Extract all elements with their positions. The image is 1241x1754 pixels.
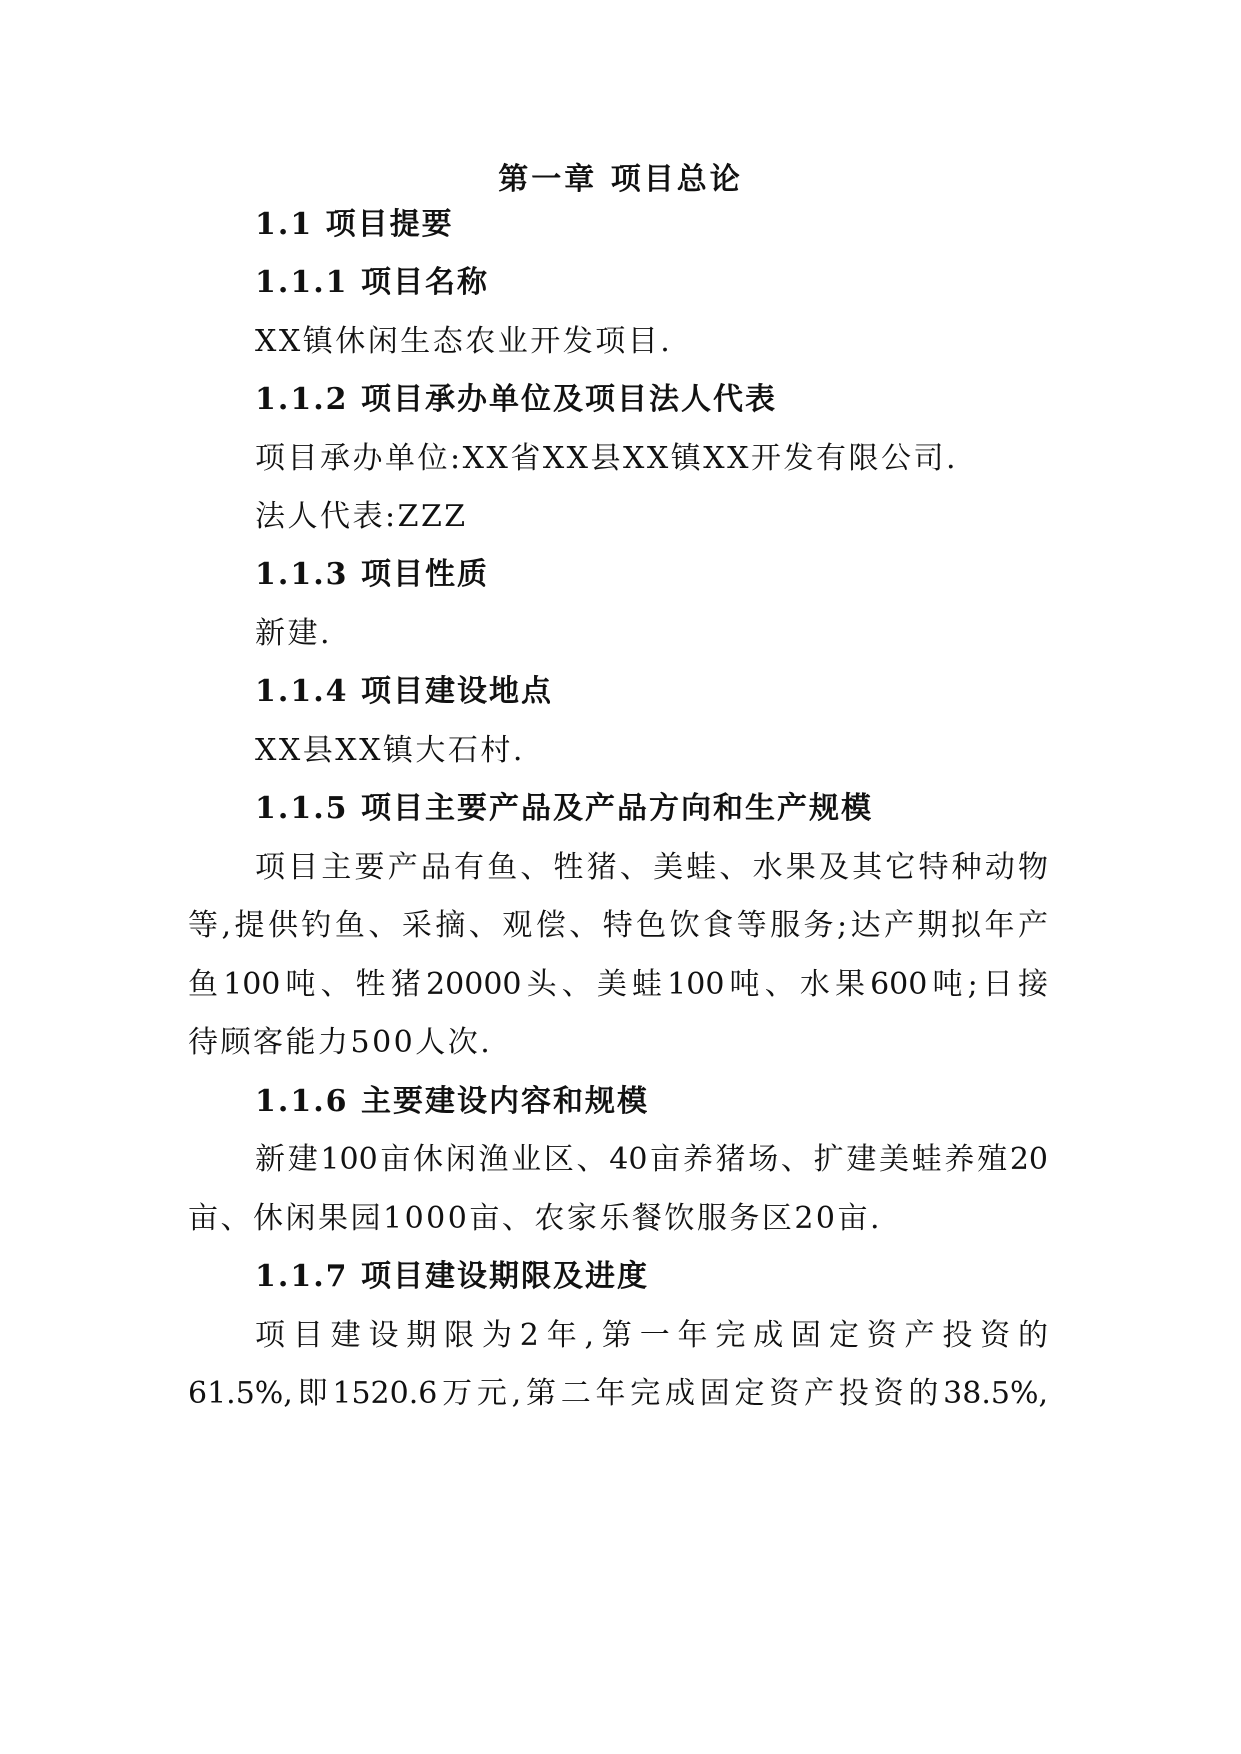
paragraph-line: 61.5%,即1520.6万元,第二年完成固定资产投资的38.5%, [188, 1376, 1048, 1411]
section-heading-1-1-4: 1.1.4 项目建设地点 [255, 674, 553, 709]
section-heading-1-1: 1.1 项目提要 [255, 207, 454, 242]
paragraph-line: 项目主要产品有鱼、牲猪、美蛙、水果及其它特种动物 [255, 850, 1048, 885]
paragraph-line: 待顾客能力500人次. [188, 1025, 493, 1060]
legal-representative-text: 法人代表:ZZZ [255, 499, 468, 534]
chapter-title: 第一章 项目总论 [498, 162, 743, 197]
project-nature-text: 新建. [255, 616, 333, 651]
section-heading-1-1-7: 1.1.7 项目建设期限及进度 [255, 1259, 649, 1294]
paragraph-line: 等,提供钓鱼、采摘、观偿、特色饮食等服务;达产期拟年产 [188, 908, 1048, 943]
section-heading-1-1-2: 1.1.2 项目承办单位及项目法人代表 [255, 382, 777, 417]
project-unit-text: 项目承办单位:XX省XX县XX镇XX开发有限公司. [255, 441, 959, 476]
paragraph-line: 项目建设期限为2年,第一年完成固定资产投资的 [255, 1318, 1048, 1353]
paragraph-line: 亩、休闲果园1000亩、农家乐餐饮服务区20亩. [188, 1201, 883, 1236]
section-heading-1-1-3: 1.1.3 项目性质 [255, 557, 489, 592]
project-name-text: XX镇休闲生态农业开发项目. [255, 324, 673, 359]
paragraph-line: 鱼100吨、牲猪20000头、美蛙100吨、水果600吨;日接 [188, 967, 1048, 1002]
paragraph-line: 新建100亩休闲渔业区、40亩养猪场、扩建美蛙养殖20 [255, 1142, 1048, 1177]
section-heading-1-1-1: 1.1.1 项目名称 [255, 265, 489, 300]
project-location-text: XX县XX镇大石村. [255, 733, 525, 768]
section-heading-1-1-6: 1.1.6 主要建设内容和规模 [255, 1084, 649, 1119]
section-heading-1-1-5: 1.1.5 项目主要产品及产品方向和生产规模 [255, 791, 873, 826]
